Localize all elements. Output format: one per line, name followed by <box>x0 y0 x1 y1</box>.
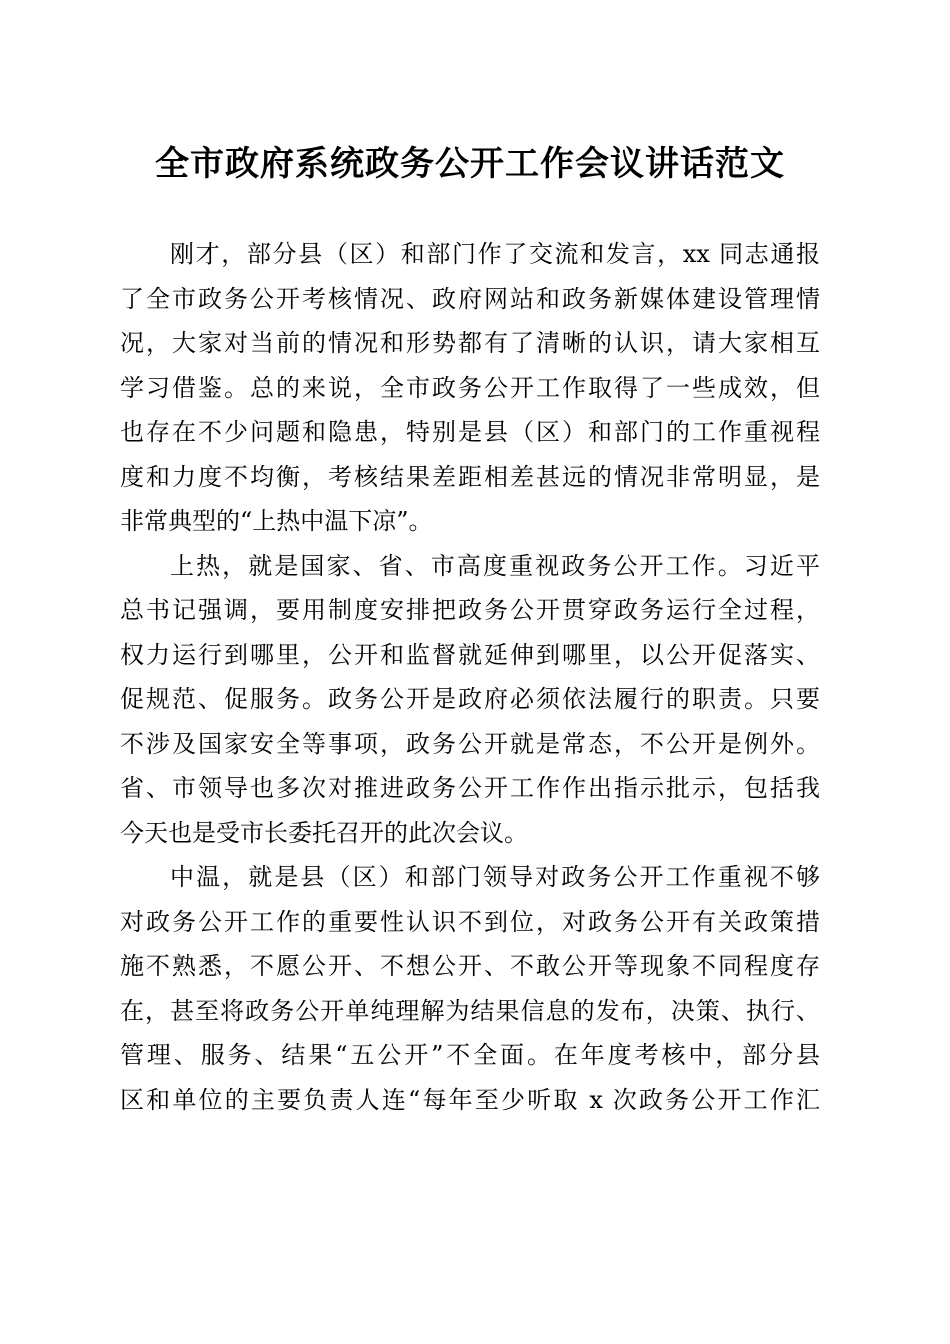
text-line: 今天也是受市长委托召开的此次会议。 <box>120 818 528 847</box>
text-line: 区和单位的主要负责人连“每年至少听取 x 次政务公开工作汇 <box>120 1085 820 1114</box>
text-line: 对政务公开工作的重要性认识不到位，对政务公开有关政策措 <box>120 907 820 936</box>
text-line: 度和力度不均衡，考核结果差距相差甚远的情况非常明显，是 <box>120 462 820 491</box>
text-line: 了全市政务公开考核情况、政府网站和政务新媒体建设管理情 <box>120 284 820 313</box>
text-line: 管理、服务、结果“五公开”不全面。在年度考核中，部分县 <box>120 1041 820 1069</box>
document-body <box>120 232 820 1122</box>
text-line: 不涉及国家安全等事项，政务公开就是常态，不公开是例外。 <box>120 729 820 758</box>
text-line: 非常典型的“上热中温下凉”。 <box>120 507 433 535</box>
text-line: 权力运行到哪里，公开和监督就延伸到哪里，以公开促落实、 <box>120 640 820 669</box>
text-line: 上热，就是国家、省、市高度重视政务公开工作。习近平 <box>170 551 820 580</box>
text-line: 学习借鉴。总的来说，全市政务公开工作取得了一些成效，但 <box>120 373 820 402</box>
text-line: 中温，就是县（区）和部门领导对政务公开工作重视不够 <box>170 863 820 891</box>
paragraph-3 <box>120 855 820 1122</box>
text-line: 省、市领导也多次对推进政务公开工作作出指示批示，包括我 <box>120 774 820 802</box>
paragraph-2 <box>120 544 820 856</box>
text-line: 况，大家对当前的情况和形势都有了清晰的认识，请大家相互 <box>120 329 820 357</box>
text-line: 也存在不少问题和隐患，特别是县（区）和部门的工作重视程 <box>120 418 820 446</box>
text-line: 在，甚至将政务公开单纯理解为结果信息的发布，决策、执行、 <box>120 996 820 1025</box>
text-line: 施不熟悉，不愿公开、不想公开、不敢公开等现象不同程度存 <box>120 952 820 980</box>
paragraph-1 <box>120 232 820 544</box>
document-title: 全市政府系统政务公开工作会议讲话范文 <box>155 144 785 184</box>
text-line: 刚才，部分县（区）和部门作了交流和发言，xx 同志通报 <box>170 240 820 268</box>
text-line: 总书记强调，要用制度安排把政务公开贯穿政务运行全过程， <box>120 596 820 624</box>
text-line: 促规范、促服务。政务公开是政府必须依法履行的职责。只要 <box>120 685 820 713</box>
